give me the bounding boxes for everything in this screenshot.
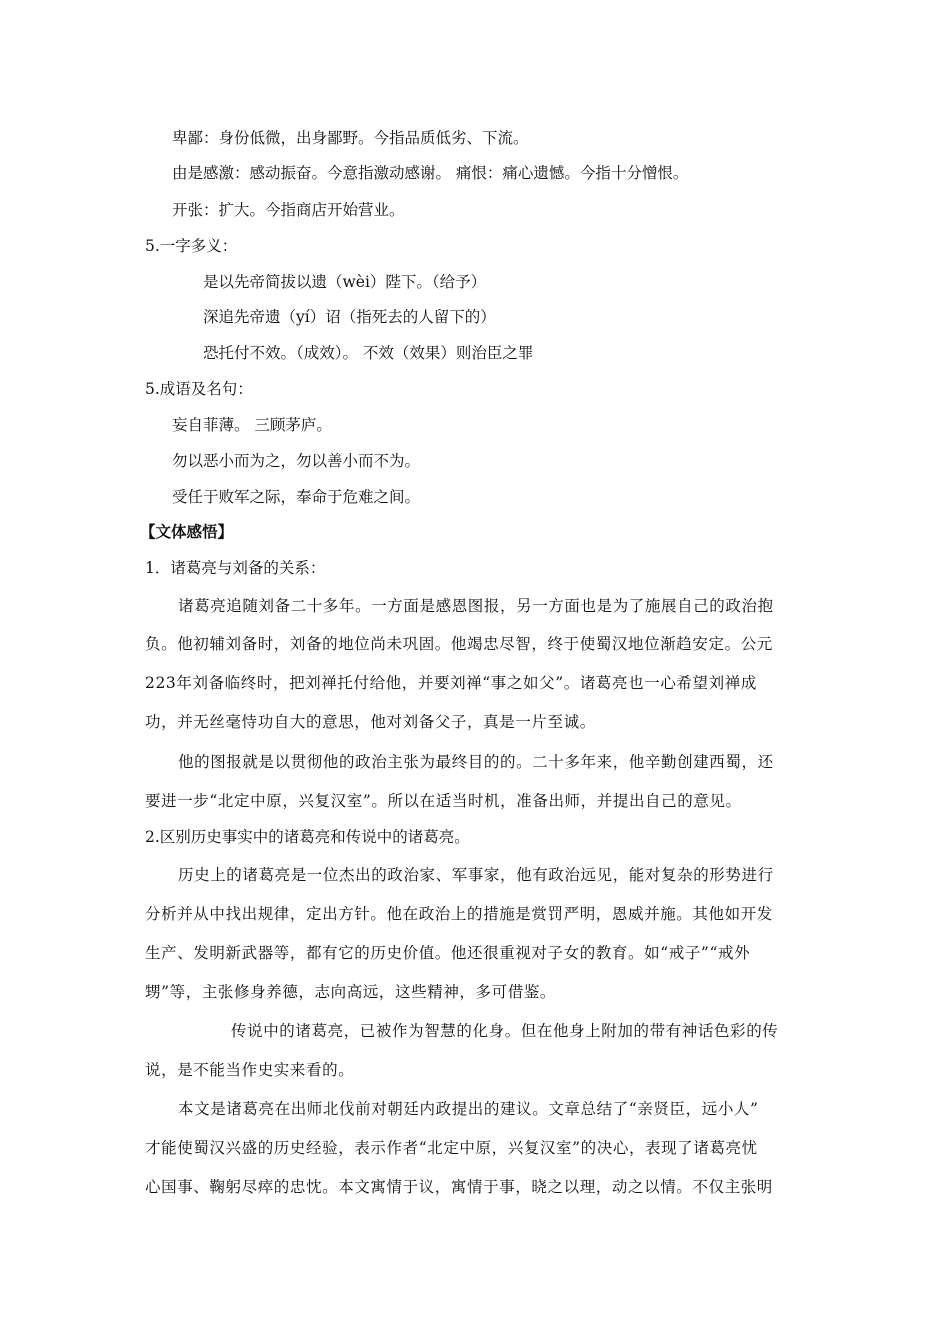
heading-idioms: 5.成语及名句： — [145, 380, 253, 398]
para2-line-2: 要进一步“北定中原，兴复汉室”。所以在适当时机，准备出师，并提出自己的意见。 — [145, 792, 742, 810]
para4-line-1: 传说中的诸葛亮，已被作为智慧的化身。但在他身上附加的带有神话色彩的传 — [231, 1022, 779, 1040]
para3-line-2: 分析并从中找出规律，定出方针。他在政治上的措施是赏罚严明，恩威并施。其他如开发 — [145, 905, 773, 923]
heading-relationship: 1．诸葛亮与刘备的关系： — [145, 559, 326, 577]
idiom-line-3: 受任于败军之际，奉命于危难之间。 — [172, 488, 421, 506]
idiom-line-2: 勿以恶小而为之，勿以善小而不为。 — [172, 452, 421, 470]
heading-history-vs-legend: 2.区别历史事实中的诸葛亮和传说中的诸葛亮。 — [145, 828, 470, 846]
para5-line-2: 才能使蜀汉兴盛的历史经验，表示作者“北定中原，兴复汉室”的决心，表现了诸葛亮忧 — [145, 1139, 758, 1157]
para2-line-1: 他的图报就是以贯彻他的政治主张为最终目的的。二十多年来，他辛勤创建西蜀，还 — [178, 753, 774, 771]
para3-line-1: 历史上的诸葛亮是一位杰出的政治家、军事家，他有政治远见，能对复杂的形势进行 — [178, 866, 774, 884]
para5-line-3: 心国事、鞠躬尽瘁的忠忱。本文寓情于议，寓情于事，晓之以理，动之以情。不仅主张明 — [145, 1178, 773, 1196]
vocab-kaizhang: 开张：扩大。今指商店开始营业。 — [172, 201, 405, 219]
para1-line-1: 诸葛亮追随刘备二十多年。一方面是感恩图报，另一方面也是为了施展自己的政治抱 — [178, 597, 774, 615]
polysemy-example-3: 恐托付不效。（成效）。 不效（效果）则治臣之罪 — [203, 344, 534, 362]
para1-line-2: 负。他初辅刘备时，刘备的地位尚未巩固。他竭忠尽智，终于使蜀汉地位渐趋安定。公元 — [145, 635, 773, 653]
idiom-line-1: 妄自菲薄。 三顾茅庐。 — [172, 416, 332, 434]
para3-line-4: 甥”等，主张修身养德，志向高远，这些精神，多可借鉴。 — [145, 983, 557, 1001]
para3-line-3: 生产、发明新武器等，都有它的历史价值。他还很重视对子女的教育。如“戒子”“戒外 — [145, 944, 751, 962]
section-title-genre: 【文体感悟】 — [140, 522, 234, 541]
vocab-ganji-tonghen: 由是感激：感动振奋。今意指激动感谢。 痛恨：痛心遗憾。今指十分憎恨。 — [172, 164, 689, 182]
para5-line-1: 本文是诸葛亮在出师北伐前对朝廷内政提出的建议。文章总结了“亲贤臣，远小人” — [178, 1100, 759, 1118]
polysemy-example-1: 是以先帝简拔以遗（wèi）陛下。（给予） — [203, 273, 487, 291]
heading-polysemy: 5.一字多义： — [145, 237, 238, 255]
polysemy-example-2: 深追先帝遗（yí）诏（指死去的人留下的） — [203, 308, 496, 326]
para1-line-4: 功，并无丝毫恃功自大的意思，他对刘备父子，真是一片至诚。 — [145, 713, 596, 731]
para1-line-3: 223年刘备临终时，把刘禅托付给他，并要刘禅“事之如父”。诸葛亮也一心希望刘禅成 — [145, 674, 757, 692]
vocab-beibi: 卑鄙：身份低微，出身鄙野。今指品质低劣、下流。 — [172, 129, 529, 147]
para4-line-2: 说，是不能当作史实来看的。 — [145, 1061, 355, 1079]
